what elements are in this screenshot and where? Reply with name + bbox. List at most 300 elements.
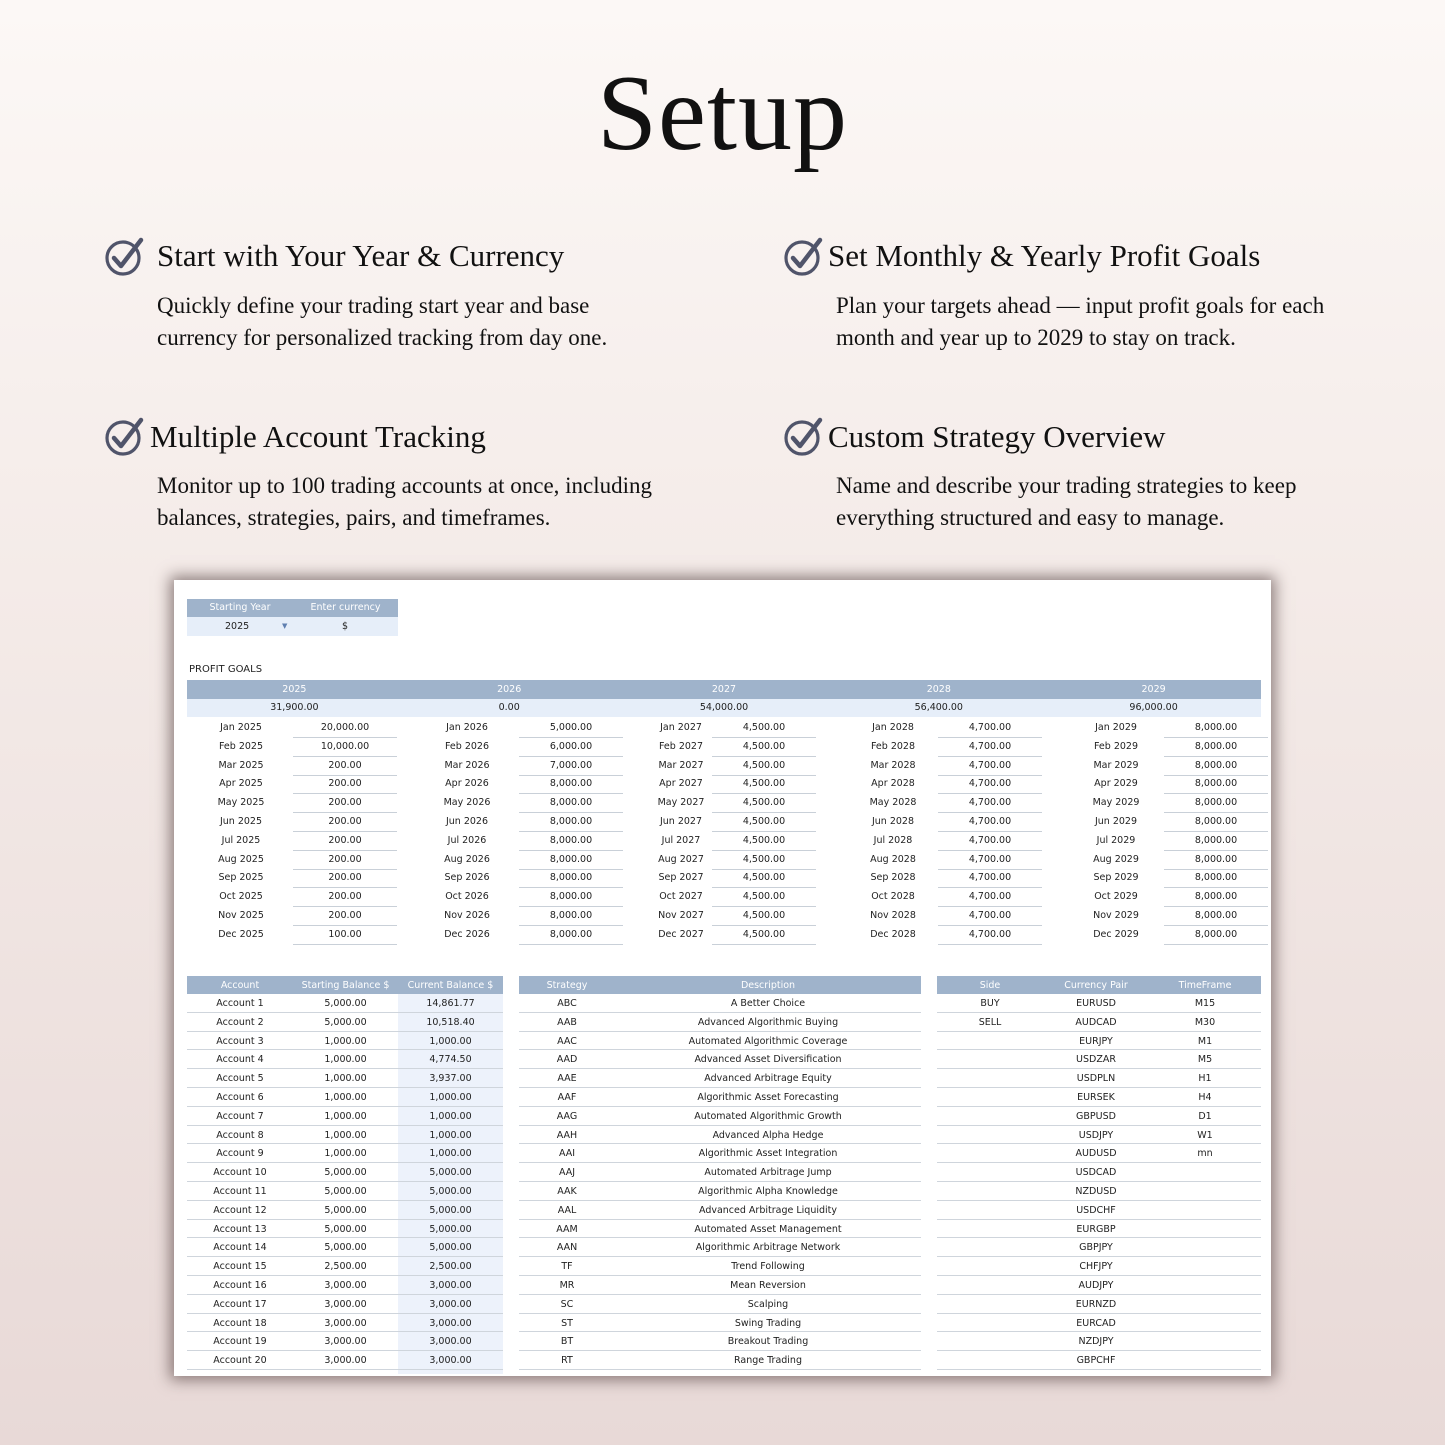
strategy-description[interactable]: Algorithmic Asset Forecasting: [697, 1092, 839, 1103]
current-balance[interactable]: 3,000.00: [429, 1298, 472, 1310]
month-goal-value[interactable]: 4,700.00: [938, 929, 1042, 945]
month-goal-value[interactable]: 4,700.00: [938, 778, 1042, 794]
strategy-code[interactable]: AAI: [558, 1148, 576, 1160]
month-label: Jan 2026: [446, 722, 488, 733]
strategy-code[interactable]: AAL: [557, 1204, 577, 1216]
currency-pair[interactable]: CHFJPY: [1079, 1261, 1113, 1273]
current-balance[interactable]: 14,861.77: [426, 998, 475, 1009]
month-goal-value[interactable]: 8,000.00: [1164, 835, 1268, 851]
strategy-description[interactable]: Swing Trading: [734, 1317, 802, 1329]
row-divider: [519, 1143, 921, 1144]
currency-value: $: [342, 621, 349, 632]
year-header: 2026: [497, 684, 522, 695]
month-goal-value[interactable]: 8,000.00: [1164, 778, 1268, 794]
month-goal-value[interactable]: 8,000.00: [1164, 929, 1268, 945]
month-goal-value[interactable]: 200.00: [293, 872, 397, 888]
row-divider: [519, 1275, 921, 1276]
timeframe[interactable]: mn: [1197, 1148, 1213, 1160]
month-label: Apr 2028: [871, 778, 915, 790]
month-label: Jun 2025: [219, 816, 263, 827]
strategy-description[interactable]: Automated Algorithmic Coverage: [688, 1035, 848, 1047]
strategy-description[interactable]: Scalping: [747, 1298, 789, 1310]
strategy-description[interactable]: Breakout Trading: [727, 1336, 809, 1348]
month-goal-value[interactable]: 200.00: [293, 760, 397, 776]
feature-heading: Start with Your Year & Currency: [157, 238, 565, 273]
month-label: Apr 2029: [1094, 778, 1138, 790]
row-divider: [937, 1068, 1261, 1069]
starting-balance[interactable]: 1,000.00: [324, 1035, 367, 1047]
month-label: Feb 2029: [1093, 740, 1139, 752]
column-header: Strategy: [546, 980, 588, 991]
strategy-code[interactable]: AAC: [557, 1035, 577, 1047]
row-divider: [937, 1237, 1261, 1238]
strategy-code[interactable]: TF: [561, 1261, 573, 1273]
month-label: Jul 2025: [221, 834, 261, 846]
year-header: 2025: [282, 684, 307, 695]
month-label: Nov 2028: [870, 910, 916, 921]
year-total: 54,000.00: [699, 702, 749, 713]
account-name: Account 15: [213, 1261, 267, 1273]
feature-text-line: month and year up to 2029 to stay on track.: [836, 325, 1236, 350]
timeframe[interactable]: M15: [1194, 998, 1216, 1009]
month-goal-value[interactable]: 8,000.00: [1164, 722, 1268, 738]
row-divider: [937, 1200, 1261, 1201]
account-name: Account 7: [216, 1110, 264, 1122]
month-label: Apr 2025: [219, 778, 263, 790]
current-balance[interactable]: 5,000.00: [429, 1223, 472, 1235]
strategy-description[interactable]: Automated Asset Management: [694, 1223, 842, 1235]
feature-text-line: everything structured and easy to manage.: [836, 505, 1225, 530]
month-goal-value[interactable]: 10,000.00: [293, 741, 397, 757]
profit-goals-label: PROFIT GOALS: [189, 664, 263, 675]
row-divider: [187, 1350, 503, 1351]
side-value[interactable]: SELL: [978, 1016, 1002, 1028]
strategy-description[interactable]: Advanced Alpha Hedge: [712, 1129, 824, 1141]
current-balance[interactable]: 5,000.00: [429, 1242, 472, 1254]
month-label: Dec 2026: [444, 928, 490, 940]
account-name: Account 2: [216, 1016, 264, 1028]
strategy-description[interactable]: Advanced Arbitrage Equity: [704, 1073, 832, 1085]
current-balance[interactable]: 3,000.00: [429, 1355, 472, 1367]
account-name: Account 8: [216, 1129, 264, 1141]
month-label: Feb 2026: [444, 740, 490, 752]
month-label: Nov 2029: [1093, 910, 1139, 921]
row-divider: [937, 1256, 1261, 1257]
strategy-code[interactable]: SC: [560, 1298, 574, 1310]
month-goal-value[interactable]: 4,700.00: [938, 797, 1042, 813]
column-header: Currency Pair: [1064, 980, 1128, 991]
check-circle-icon: [104, 417, 144, 457]
row-divider: [519, 1181, 921, 1182]
timeframe[interactable]: W1: [1197, 1129, 1213, 1141]
month-goal-value[interactable]: 8,000.00: [519, 835, 623, 851]
month-goal-value[interactable]: 200.00: [293, 797, 397, 813]
starting-balance[interactable]: 1,000.00: [324, 1054, 367, 1066]
account-name: Account 19: [213, 1336, 267, 1348]
month-goal-value[interactable]: 100.00: [293, 929, 397, 945]
strategy-code[interactable]: AAJ: [558, 1167, 576, 1179]
month-label: Dec 2025: [218, 928, 264, 940]
row-divider: [937, 1143, 1261, 1144]
month-label: May 2029: [1092, 797, 1140, 809]
starting-balance[interactable]: 1,000.00: [324, 1092, 367, 1103]
row-divider: [187, 1143, 503, 1144]
month-label: Oct 2025: [219, 891, 263, 903]
timeframe[interactable]: M30: [1194, 1016, 1216, 1028]
dropdown-arrow-icon: ▼: [282, 622, 288, 630]
strategy-code[interactable]: AAH: [556, 1129, 578, 1141]
month-label: Jan 2027: [660, 722, 702, 733]
strategy-description[interactable]: Algorithmic Arbitrage Network: [695, 1242, 841, 1254]
row-divider: [187, 1294, 503, 1295]
strategy-description[interactable]: Range Trading: [734, 1355, 802, 1367]
strategy-description[interactable]: Algorithmic Alpha Knowledge: [698, 1186, 838, 1197]
month-label: Feb 2025: [218, 740, 264, 752]
month-label: May 2027: [657, 797, 705, 809]
current-balance[interactable]: 5,000.00: [429, 1204, 472, 1216]
currency-pair[interactable]: USDCAD: [1075, 1167, 1117, 1179]
currency-pair[interactable]: USDPLN: [1076, 1073, 1116, 1085]
check-circle-icon: [783, 417, 823, 457]
month-goal-value[interactable]: 8,000.00: [519, 816, 623, 832]
strategy-code[interactable]: AAM: [556, 1223, 578, 1235]
month-goal-value[interactable]: 8,000.00: [1164, 741, 1268, 757]
account-name: Account 4: [216, 1054, 264, 1066]
currency-pair[interactable]: GBPUSD: [1076, 1110, 1116, 1122]
row-divider: [937, 1181, 1261, 1182]
column-header: Description: [740, 980, 796, 991]
column-header: Side: [979, 980, 1001, 991]
row-divider: [187, 1087, 503, 1088]
current-balance[interactable]: 3,000.00: [429, 1336, 472, 1348]
side-value[interactable]: BUY: [980, 998, 1000, 1009]
month-goal-value[interactable]: 4,500.00: [712, 854, 816, 870]
month-label: Jan 2025: [220, 722, 262, 733]
currency-pair[interactable]: EURGBP: [1076, 1223, 1116, 1235]
currency-pair[interactable]: EURUSD: [1076, 998, 1116, 1009]
month-goal-value[interactable]: 8,000.00: [519, 778, 623, 794]
current-balance[interactable]: 1,000.00: [429, 1035, 472, 1047]
starting-balance[interactable]: 3,000.00: [324, 1298, 367, 1310]
month-goal-value[interactable]: 4,500.00: [712, 741, 816, 757]
account-name: Account 12: [213, 1204, 267, 1216]
starting-balance[interactable]: 5,000.00: [324, 1016, 367, 1028]
account-name: Account 20: [213, 1355, 267, 1367]
row-divider: [187, 1162, 503, 1163]
current-balance[interactable]: 1,000.00: [429, 1110, 472, 1122]
month-label: Apr 2027: [659, 778, 703, 790]
currency-pair[interactable]: USDZAR: [1076, 1054, 1116, 1066]
month-label: Mar 2028: [870, 759, 916, 771]
strategy-description[interactable]: A Better Choice: [730, 998, 806, 1009]
strategy-description[interactable]: Trend Following: [731, 1261, 805, 1273]
month-goal-value[interactable]: 4,700.00: [938, 910, 1042, 926]
row-divider: [519, 1350, 921, 1351]
timeframe[interactable]: M5: [1197, 1054, 1213, 1066]
month-label: Mar 2029: [1093, 759, 1139, 771]
current-balance[interactable]: 3,000.00: [429, 1317, 472, 1329]
month-goal-value[interactable]: 8,000.00: [1164, 797, 1268, 813]
month-goal-value[interactable]: 8,000.00: [519, 797, 623, 813]
month-goal-value[interactable]: 8,000.00: [1164, 872, 1268, 888]
account-name: Account 13: [213, 1223, 267, 1235]
strategy-description[interactable]: Advanced Arbitrage Liquidity: [698, 1204, 837, 1216]
month-goal-value[interactable]: 8,000.00: [519, 910, 623, 926]
year-header: 2027: [711, 684, 737, 695]
month-goal-value[interactable]: 4,500.00: [712, 760, 816, 776]
account-name: Account 3: [216, 1035, 264, 1047]
row-divider: [937, 1219, 1261, 1220]
month-label: Sep 2028: [870, 872, 916, 884]
currency-pair[interactable]: AUDJPY: [1078, 1280, 1114, 1291]
month-goal-value[interactable]: 200.00: [293, 891, 397, 907]
starting-balance[interactable]: 5,000.00: [324, 1223, 367, 1235]
month-goal-value[interactable]: 4,500.00: [712, 778, 816, 794]
strategy-code[interactable]: AAB: [557, 1016, 577, 1028]
timeframe[interactable]: M1: [1197, 1035, 1213, 1047]
current-balance[interactable]: 1,000.00: [429, 1129, 472, 1141]
starting-balance[interactable]: 1,000.00: [324, 1129, 367, 1141]
column-header: Starting Balance $: [301, 980, 390, 991]
month-label: Jun 2027: [659, 816, 703, 827]
strategy-code[interactable]: RT: [561, 1355, 573, 1367]
row-divider: [187, 1181, 503, 1182]
currency-pair[interactable]: GBPJPY: [1079, 1242, 1113, 1254]
month-goal-value[interactable]: 200.00: [293, 816, 397, 832]
month-goal-value[interactable]: 5,000.00: [519, 722, 623, 738]
row-divider: [187, 1256, 503, 1257]
starting-balance[interactable]: 5,000.00: [324, 1186, 367, 1197]
strategy-code[interactable]: ST: [561, 1317, 573, 1329]
currency-pair[interactable]: AUDUSD: [1075, 1148, 1117, 1160]
month-goal-value[interactable]: 8,000.00: [519, 929, 623, 945]
row-divider: [187, 1068, 503, 1069]
month-goal-value[interactable]: 4,700.00: [938, 816, 1042, 832]
starting-balance[interactable]: 5,000.00: [324, 1242, 367, 1254]
row-divider: [519, 1294, 921, 1295]
currency-pair[interactable]: NZDUSD: [1075, 1186, 1117, 1197]
row-divider: [187, 1106, 503, 1107]
row-divider: [937, 1369, 1261, 1370]
month-goal-value[interactable]: 8,000.00: [1164, 910, 1268, 926]
feature-text-line: Name and describe your trading strategies to keep: [836, 473, 1297, 498]
starting-balance[interactable]: 5,000.00: [324, 998, 367, 1009]
month-label: Aug 2026: [444, 853, 490, 865]
strategy-description[interactable]: Advanced Algorithmic Buying: [697, 1016, 839, 1028]
strategy-description[interactable]: Mean Reversion: [730, 1280, 806, 1291]
row-divider: [187, 1369, 503, 1370]
month-goal-value[interactable]: 8,000.00: [1164, 891, 1268, 907]
month-label: Jan 2028: [872, 722, 914, 733]
starting-balance[interactable]: 3,000.00: [324, 1336, 367, 1348]
strategy-code[interactable]: MR: [559, 1280, 575, 1291]
month-label: Nov 2025: [218, 910, 264, 921]
strategy-code[interactable]: ABC: [557, 998, 577, 1009]
strategy-code[interactable]: AAK: [557, 1186, 577, 1197]
month-label: Jun 2028: [871, 816, 915, 827]
strategy-code[interactable]: AAG: [556, 1110, 578, 1122]
month-label: Jan 2029: [1095, 722, 1137, 733]
month-goal-value[interactable]: 8,000.00: [519, 891, 623, 907]
month-goal-value[interactable]: 8,000.00: [1164, 760, 1268, 776]
month-goal-value[interactable]: 8,000.00: [1164, 854, 1268, 870]
strategy-description[interactable]: Automated Arbitrage Jump: [704, 1167, 832, 1179]
month-goal-value[interactable]: 6,000.00: [519, 741, 623, 757]
month-goal-value[interactable]: 7,000.00: [519, 760, 623, 776]
currency-pair[interactable]: NZDJPY: [1078, 1336, 1114, 1348]
month-goal-value[interactable]: 200.00: [293, 778, 397, 794]
starting-year-select[interactable]: [187, 617, 293, 636]
current-balance[interactable]: 3,000.00: [429, 1280, 472, 1291]
month-goal-value[interactable]: 200.00: [293, 910, 397, 926]
month-goal-value[interactable]: 200.00: [293, 835, 397, 851]
month-label: Sep 2027: [658, 872, 704, 884]
current-balance[interactable]: 4,774.50: [429, 1054, 472, 1066]
current-balance[interactable]: 5,000.00: [429, 1167, 472, 1179]
month-label: Aug 2028: [870, 853, 916, 865]
month-label: Nov 2027: [658, 910, 704, 921]
year-header: 2029: [1141, 684, 1166, 695]
row-divider: [519, 1049, 921, 1050]
month-goal-value[interactable]: 4,700.00: [938, 835, 1042, 851]
row-divider: [937, 1350, 1261, 1351]
check-circle-icon: [104, 237, 144, 277]
month-goal-value[interactable]: 8,000.00: [519, 854, 623, 870]
row-divider: [937, 1275, 1261, 1276]
strategy-code[interactable]: AAF: [557, 1092, 577, 1103]
month-goal-value[interactable]: 4,500.00: [712, 910, 816, 926]
timeframe[interactable]: H4: [1198, 1092, 1212, 1103]
timeframe[interactable]: D1: [1198, 1110, 1212, 1122]
currency-pair[interactable]: EURNZD: [1075, 1298, 1117, 1310]
month-goal-value[interactable]: 4,700.00: [938, 891, 1042, 907]
starting-balance[interactable]: 1,000.00: [324, 1073, 367, 1085]
currency-pair[interactable]: USDCHF: [1076, 1204, 1116, 1216]
current-balance[interactable]: 1,000.00: [429, 1092, 472, 1103]
current-balance[interactable]: 10,518.40: [426, 1016, 475, 1028]
row-divider: [937, 1313, 1261, 1314]
month-goal-value[interactable]: 4,500.00: [712, 816, 816, 832]
strategy-code[interactable]: AAD: [556, 1054, 578, 1066]
month-label: Feb 2028: [870, 740, 916, 752]
row-divider: [187, 1012, 503, 1013]
row-divider: [187, 1313, 503, 1314]
row-divider: [937, 1125, 1261, 1126]
row-divider: [937, 1106, 1261, 1107]
month-goal-value[interactable]: 4,500.00: [712, 872, 816, 888]
month-goal-value[interactable]: 20,000.00: [293, 722, 397, 738]
current-balance[interactable]: 2,500.00: [429, 1261, 472, 1273]
starting-balance[interactable]: 1,000.00: [324, 1110, 367, 1122]
starting-balance[interactable]: 5,000.00: [324, 1204, 367, 1216]
timeframe[interactable]: H1: [1198, 1073, 1212, 1085]
month-goal-value[interactable]: 4,700.00: [938, 760, 1042, 776]
currency-input[interactable]: [293, 617, 398, 636]
month-label: Oct 2029: [1094, 891, 1138, 903]
month-goal-value[interactable]: 8,000.00: [1164, 816, 1268, 832]
month-goal-value[interactable]: 4,500.00: [712, 797, 816, 813]
starting-balance[interactable]: 5,000.00: [324, 1167, 367, 1179]
account-name: Account 1: [216, 998, 264, 1009]
month-goal-value[interactable]: 4,700.00: [938, 722, 1042, 738]
currency-pair[interactable]: EURCAD: [1076, 1317, 1116, 1329]
month-label: Aug 2029: [1093, 853, 1139, 865]
row-divider: [519, 1256, 921, 1257]
month-goal-value[interactable]: 4,500.00: [712, 835, 816, 851]
row-divider: [187, 1275, 503, 1276]
account-name: Account 6: [216, 1092, 264, 1103]
strategy-description[interactable]: Automated Algorithmic Growth: [694, 1110, 842, 1122]
strategy-description[interactable]: Algorithmic Asset Integration: [698, 1148, 838, 1160]
month-goal-value[interactable]: 4,500.00: [712, 891, 816, 907]
row-divider: [519, 1331, 921, 1332]
current-balance[interactable]: 1,000.00: [429, 1148, 472, 1160]
row-divider: [519, 1068, 921, 1069]
row-divider: [937, 1031, 1261, 1032]
strategy-code[interactable]: BT: [560, 1336, 574, 1348]
starting-balance[interactable]: 3,000.00: [324, 1355, 367, 1367]
starting-year-label: Starting Year: [187, 599, 293, 617]
month-goal-value[interactable]: 4,700.00: [938, 854, 1042, 870]
column-header: Account: [220, 980, 260, 991]
year-total: 96,000.00: [1129, 702, 1178, 713]
row-divider: [519, 1125, 921, 1126]
year-header: 2028: [926, 684, 951, 695]
month-goal-value[interactable]: 4,700.00: [938, 741, 1042, 757]
month-goal-value[interactable]: 4,700.00: [938, 872, 1042, 888]
month-label: Sep 2029: [1093, 872, 1139, 884]
starting-balance[interactable]: 3,000.00: [324, 1317, 367, 1329]
month-goal-value[interactable]: 200.00: [293, 854, 397, 870]
currency-pair[interactable]: GBPCHF: [1076, 1355, 1116, 1367]
account-name: Account 17: [213, 1298, 267, 1310]
currency-pair[interactable]: USDJPY: [1078, 1129, 1114, 1141]
currency-pair[interactable]: AUDCAD: [1075, 1016, 1117, 1028]
row-divider: [937, 1049, 1261, 1050]
month-goal-value[interactable]: 4,500.00: [712, 722, 816, 738]
month-label: Sep 2026: [444, 872, 490, 884]
month-label: Oct 2026: [445, 891, 489, 903]
currency-pair[interactable]: EURSEK: [1077, 1092, 1115, 1103]
feature-heading: Multiple Account Tracking: [150, 419, 486, 454]
current-balance[interactable]: 3,937.00: [429, 1073, 472, 1085]
row-divider: [187, 1031, 503, 1032]
starting-year-value: 2025: [225, 621, 250, 632]
month-label: Mar 2025: [218, 759, 264, 771]
month-goal-value[interactable]: 8,000.00: [519, 872, 623, 888]
currency-pair[interactable]: EURJPY: [1079, 1035, 1113, 1047]
row-divider: [937, 1331, 1261, 1332]
month-label: Jul 2027: [661, 834, 701, 846]
strategy-code[interactable]: AAN: [556, 1242, 578, 1254]
currency-label: Enter currency: [293, 599, 398, 617]
starting-balance[interactable]: 1,000.00: [324, 1148, 367, 1160]
month-label: Sep 2025: [218, 872, 264, 884]
starting-balance[interactable]: 3,000.00: [324, 1280, 367, 1291]
row-divider: [519, 1031, 921, 1032]
strategy-code[interactable]: AAE: [557, 1073, 577, 1085]
check-circle-icon: [783, 237, 823, 277]
strategy-description[interactable]: Advanced Asset Diversification: [694, 1054, 842, 1066]
year-total: 31,900.00: [270, 702, 319, 713]
current-balance[interactable]: 5,000.00: [429, 1186, 472, 1197]
starting-balance[interactable]: 2,500.00: [324, 1261, 367, 1273]
month-label: Aug 2027: [658, 853, 704, 865]
row-divider: [187, 1219, 503, 1220]
month-label: Jul 2026: [447, 834, 487, 846]
month-goal-value[interactable]: 4,500.00: [712, 929, 816, 945]
row-divider: [519, 1200, 921, 1201]
